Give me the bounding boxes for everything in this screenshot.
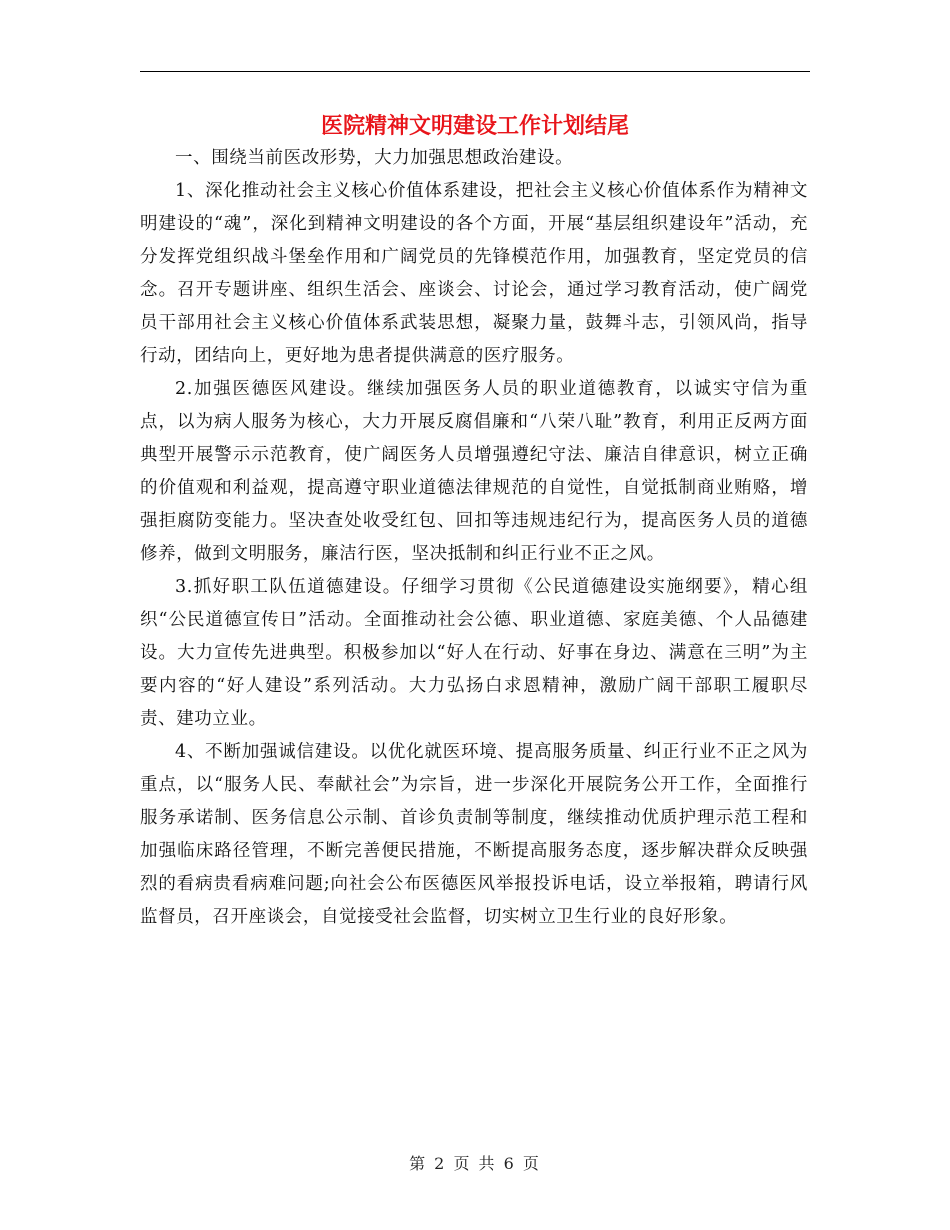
section-heading: 一、围绕当前医改形势，大力加强思想政治建设。 — [175, 148, 574, 168]
paragraph-item-2: 2.加强医德医风建设。继续加强医务人员的职业道德教育，以诚实守信为重点，以为病人服务为核心，大力开展反腐倡廉和“八荣八耻”教育，利用正反两方面典型开展警示示范教育，使广阔医务人员增强遵纪守法、廉洁自律意识，树立正确的价值观和利益观，提高遵守职业道德法律规范的自觉性，自觉抵制商业贿赂，增强拒腐防变能力。坚决查处收受红包、回扣等违规违纪行为，提高医务人员的道德修养，做到文明服务，廉洁行医，坚决抵制和纠正行业不正之风。 — [140, 379, 808, 564]
header-rule — [140, 71, 810, 72]
paragraph-item-1: 1、深化推动社会主义核心价值体系建设，把社会主义核心价值体系作为精神文明建设的“魂”，深化到精神文明建设的各个方面，开展“基层组织建设年”活动，充分发挥党组织战斗堡垒作用和广阔党员的先锋模范作用，加强教育，坚定党员的信念。召开专题讲座、组织生活会、座谈会、讨论会，通过学习教育活动，使广阔党员干部用社会主义核心价值体系武装思想，凝聚力量，鼓舞斗志，引领风尚，指导行动，团结向上，更好地为患者提供满意的医疗服务。 — [140, 181, 808, 366]
document-body — [140, 142, 808, 934]
document-title: 医院精神文明建设工作计划结尾 — [320, 113, 629, 139]
page-number: 第 2 页 共 6 页 — [409, 1154, 541, 1173]
paragraph-item-3: 3.抓好职工队伍道德建设。仔细学习贯彻《公民道德建设实施纲要》，精心组织“公民道德宣传日”活动。全面推动社会公德、职业道德、家庭美德、个人品德建设。大力宣传先进典型。积极参加以“好人在行动、好事在身边、满意在三明”为主要内容的“好人建设”系列活动。大力弘扬白求恩精神，激励广阔干部职工履职尽责、建功立业。 — [140, 577, 808, 729]
paragraph-item-4: 4、不断加强诚信建设。以优化就医环境、提高服务质量、纠正行业不正之风为重点，以“服务人民、奉献社会”为宗旨，进一步深化开展院务公开工作，全面推行服务承诺制、医务信息公示制、首诊负责制等制度，继续推动优质护理示范工程和加强临床路径管理，不断完善便民措施，不断提高服务态度，逐步解决群众反映强烈的看病贵看病难问题;向社会公布医德医风举报投诉电话，设立举报箱，聘请行风监督员，召开座谈会，自觉接受社会监督，切实树立卫生行业的良好形象。 — [140, 742, 808, 927]
